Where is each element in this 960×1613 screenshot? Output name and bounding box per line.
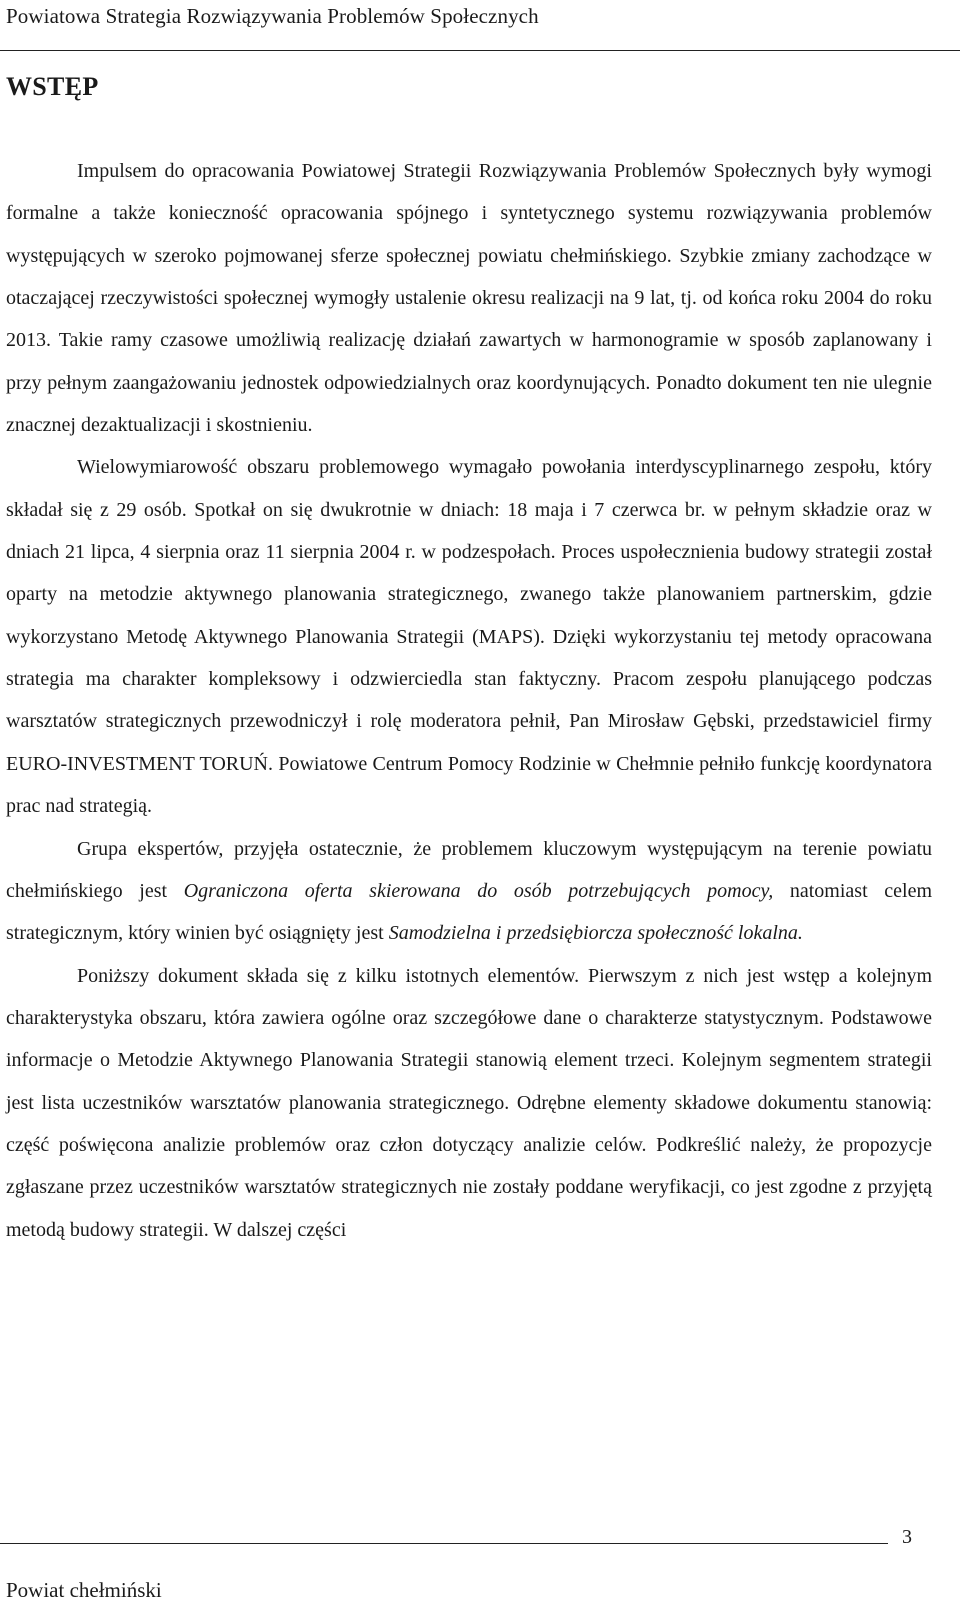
header-rule bbox=[0, 50, 960, 51]
paragraph-3-text-c: natomiast celem strategicznym, który winien być osiągnięty jest bbox=[6, 879, 933, 945]
page-number: 3 bbox=[902, 1526, 912, 1548]
paragraph-1: Impulsem do opracowania Powiatowej Strategii Rozwiązywania Problemów Społecznych były wymogi formalne a także konieczność opracowania spójnego i syntetycznego systemu rozwiązywania problemów występujących w szeroko pojmowanej sferze społecznej powiatu chełmińskiego. Szybkie zmiany zachodzące w otaczającej rzeczywistości społecznej wymogły ustalenie okresu realizacji na 9 lat, tj. od końca roku 2004 do roku 2013. Takie ramy czasowe umożliwią realizację działań zawartych w harmonogramie w sposób zaplanowany i przy pełnym zaangażowaniu jednostek odpowiedzialnych oraz koordynujących. Ponadto dokument ten nie ulegnie znacznej dezaktualizacji i skostnieniu. bbox=[6, 160, 932, 437]
section-heading: WSTĘP bbox=[6, 72, 99, 101]
paragraph-2: Wielowymiarowość obszaru problemowego wymagało powołania interdyscyplinarnego zespołu, który składał się z 29 osób. Spotkał on się dwukrotnie w dniach: 18 maja i 7 czerwca br. w pełnym składzie oraz w dniach 21 lipca, 4 sierpnia oraz 11 sierpnia 2004 r. w podzespołach. Proces uspołecznienia budowy strategii został oparty na metodzie aktywnego planowania strategicznego, zwanego także planowaniem partnerskim, gdzie wykorzystano Metodę Aktywnego Planowania Strategii (MAPS). Dzięki wykorzystaniu tej metody opracowana strategia ma charakter kompleksowy i odzwierciedla stan faktyczny. Pracom zespołu planującego podczas warsztatów strategicznych przewodniczył i rolę moderatora pełnił, Pan Mirosław Gębski, przedstawiciel firmy EURO-INVESTMENT TORUŃ. Powiatowe Centrum Pomocy Rodzinie w Chełmnie pełniło funkcję koordynatora prac nad strategią. bbox=[6, 456, 932, 818]
paragraph-4: Poniższy dokument składa się z kilku istotnych elementów. Pierwszym z nich jest wstęp a kolejnym charakterystyka obszaru, która zawiera ogólne oraz szczegółowe dane o charakterze statystycznym. Podstawowe informacje o Metodzie Aktywnego Planowania Strategii stanowią element trzeci. Kolejnym segmentem strategii jest lista uczestników warsztatów planowania strategicznego. Odrębne elementy składowe dokumentu stanowią: część poświęcona analizie problemów oraz człon dotyczący analizie celów. Podkreślić należy, że propozycje zgłaszane przez uczestników warsztatów strategicznych nie zostały poddane weryfikacji, co jest zgodne z przyjętą metodą budowy strategii. W dalszej części bbox=[6, 964, 932, 1241]
running-header-title: Powiatowa Strategia Rozwiązywania Problemów Społecznych bbox=[6, 4, 539, 28]
paragraph-3 bbox=[6, 828, 932, 955]
running-footer-text: Powiat chełmiński bbox=[6, 1578, 162, 1602]
body-text bbox=[6, 150, 932, 1251]
key-problem-italic: Ograniczona oferta skierowana do osób potrzebujących pomocy, bbox=[183, 879, 774, 902]
strategic-goal-italic: Samodzielna i przedsiębiorcza społeczność lokalna. bbox=[388, 922, 803, 945]
paragraph-3-text-a: Grupa ekspertów, przyjęła ostatecznie, że problemem kluczowym występującym na terenie powiatu chełmińskiego jest bbox=[6, 837, 932, 902]
footer-rule bbox=[0, 1543, 888, 1544]
